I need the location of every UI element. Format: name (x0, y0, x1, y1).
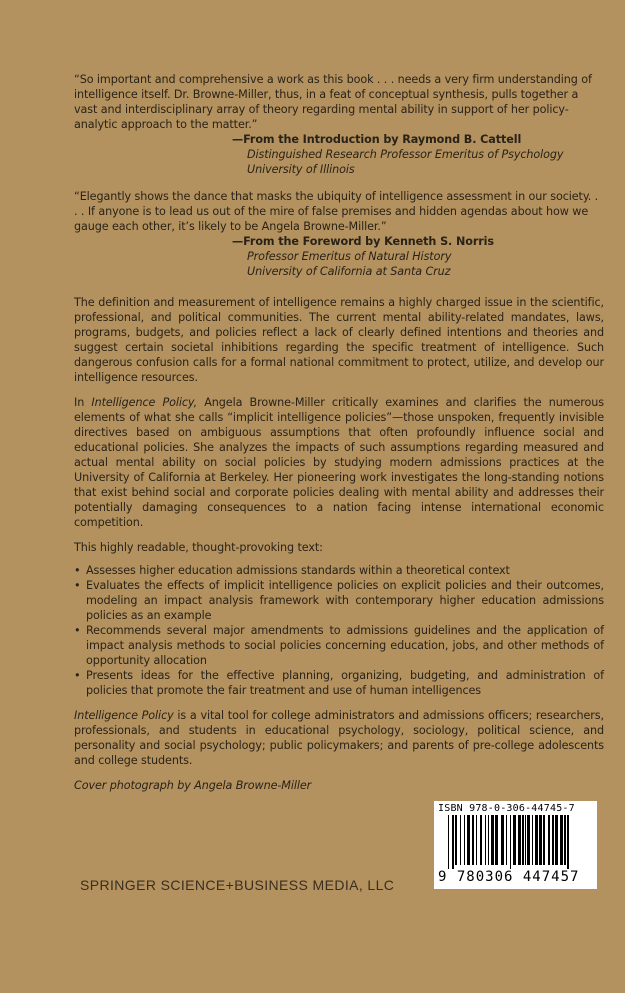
barcode-bar (464, 815, 465, 865)
lead-in: In (74, 396, 92, 409)
barcode-bar (543, 815, 545, 865)
list-item-text: Recommends several major amendments to admissions guidelines and the application of impact analysis methods to social policies concerning education, jobs, and other methods of opportunity allocation (86, 624, 604, 667)
attribution-line: —From the Introduction by Raymond B. Cattell (232, 133, 522, 146)
barcode-bar (518, 815, 521, 865)
barcode-bar (555, 815, 558, 865)
bullet-icon: • (74, 564, 81, 577)
barcode-bar (455, 815, 457, 865)
barcode-bar (472, 815, 474, 865)
barcode-digits: 9 780306 447457 (438, 869, 580, 885)
list-item-text: Evaluates the effects of implicit intelligence policies on explicit policies and their outcomes, modeling an impact analysis framework with contemporary higher education admissions policies as an example (86, 579, 604, 622)
list-item (74, 563, 604, 578)
attribution-institution: University of California at Santa Cruz (247, 265, 451, 278)
barcode-bar (560, 815, 563, 865)
photo-credit: Cover photograph by Angela Browne-Miller (74, 779, 312, 792)
barcode-bar (535, 815, 538, 865)
summary-paragraph (74, 395, 604, 530)
isbn-barcode (434, 801, 597, 889)
barcode-bar (552, 815, 554, 865)
barcode-bar (564, 815, 566, 865)
quote-attribution (232, 234, 604, 279)
summary-body: Angela Browne-Miller critically examines and clarifies the numerous elements of what she calls “implicit intelligence policies”—those unspoken, frequently invisible directives based on ambiguous assumptions that often profoundly influence social and educational policies. She analyzes the impacts of such assumptions regarding measured and actual mental ability on social policies by studying modern admissions practices at the University of California at Berkeley. Her pioneering work investigates the long-standing notions that exist behind social and corporate policies dealing with mental ability and addresses their potentially damaging consequences to a nation facing intense international economic competition. (74, 396, 604, 529)
bullet-icon: • (74, 624, 81, 637)
bullet-icon: • (74, 669, 81, 682)
closing-body: is a vital tool for college administrators and admissions officers; researchers, professionals, and students in educational psychology, sociology, political science, and personality and social psychology; public policymakers; and parents of pre-college adolescents and college students. (74, 709, 604, 767)
barcode-bar (567, 815, 569, 869)
barcode-bar (460, 815, 461, 865)
barcode-bar (513, 815, 516, 865)
barcode-bar (539, 815, 542, 865)
endorsement-norris (74, 189, 604, 279)
list-intro: This highly readable, thought-provoking text: (74, 541, 323, 554)
barcode-bar (485, 815, 486, 865)
attribution-line: —From the Foreword by Kenneth S. Norris (232, 235, 494, 248)
barcode-bar (452, 815, 454, 869)
feature-list (74, 563, 604, 698)
closing-paragraph (74, 708, 604, 768)
list-item-text: Assesses higher education admissions standards within a theoretical context (86, 564, 510, 577)
barcode-bar (476, 815, 477, 865)
barcode-bar (488, 815, 489, 865)
barcode-bar (491, 815, 494, 865)
barcode-bar (522, 815, 524, 865)
attribution-title: Professor Emeritus of Natural History (247, 250, 452, 263)
barcode-bar (510, 815, 511, 869)
list-item (74, 668, 604, 698)
barcode-bar (467, 815, 470, 865)
barcode-bar (495, 815, 498, 865)
barcode-bar (532, 815, 533, 865)
attribution-title: Distinguished Research Professor Emeritus of Psychology (247, 148, 564, 161)
isbn-label: ISBN 978-0-306-44745-7 (438, 803, 575, 814)
book-title: Intelligence Policy, (91, 396, 198, 409)
cover-text (74, 72, 604, 793)
book-title: Intelligence Policy (74, 709, 174, 722)
list-item (74, 578, 604, 623)
publisher-name: SPRINGER SCIENCE+BUSINESS MEDIA, LLC (80, 877, 395, 893)
barcode-bar (480, 815, 482, 865)
list-item (74, 623, 604, 668)
barcode-bar (548, 815, 550, 865)
barcode-bar (506, 815, 507, 865)
quote-attribution (232, 132, 604, 177)
description-paragraph: The definition and measurement of intelligence remains a highly charged issue in the scientific, professional, and political communities. The current mental ability-related mandates, laws, programs, budgets, and policies reflect a lack of clearly defined intentions and theories and suggest certain societal inhibitions regarding the specific treatment of intelligence. Such dangerous confusion calls for a formal national commitment to protect, utilize, and develop our intelligence resources. (74, 296, 604, 384)
list-item-text: Presents ideas for the effective planning, organizing, budgeting, and administration of policies that promote the fair treatment and use of human intelligences (86, 669, 604, 697)
barcode-bar (501, 815, 504, 865)
endorsement-cattell (74, 72, 604, 177)
attribution-institution: University of Illinois (247, 163, 355, 176)
barcode-bar (527, 815, 530, 865)
barcode-bar (525, 815, 526, 865)
quote-text: “Elegantly shows the dance that masks the ubiquity of intelligence assessment in our society. . . . If anyone is to lead us out of the mire of false premises and hidden agendas about how we gauge each other, it’s likely to be Angela Browne-Miller.” (74, 190, 599, 233)
barcode-bars (434, 815, 597, 871)
bullet-icon: • (74, 579, 81, 592)
barcode-bar (448, 815, 449, 869)
quote-text: “So important and comprehensive a work as this book . . . needs a very firm understanding of intelligence itself. Dr. Browne-Miller, thus, in a feat of conceptual synthesis, pulls together a vast and interdisciplinary array of theory regarding mental ability in support of her policy-analytic approach to the matter.” (74, 73, 592, 131)
